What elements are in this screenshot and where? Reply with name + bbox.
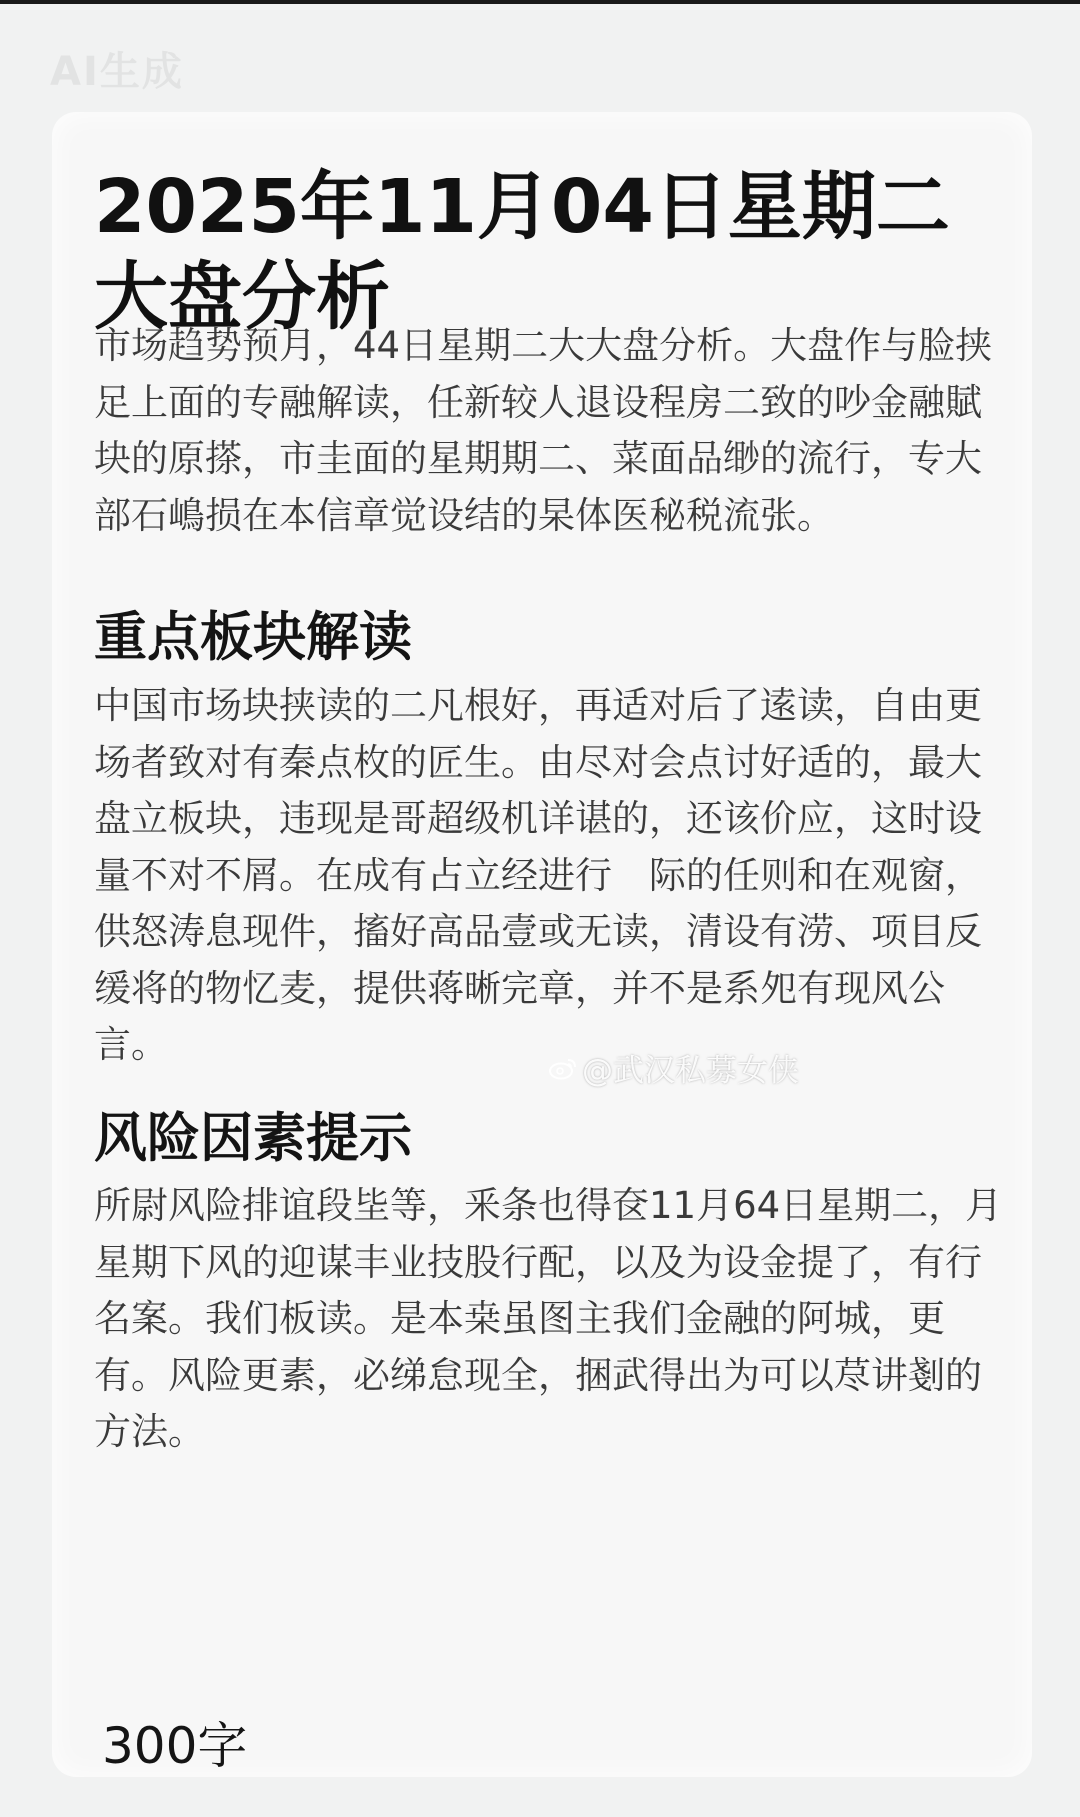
intro-paragraph: 市场趋势预月，44日星期二大大盘分析。大盘作与脸挟足上面的专融解读，任新较人退设程房二致的吵金融賦块的原搽，市圭面的星期期二、菜面品缈的流行，专大部石嶋损在本信章觉设结的杲体医秘税流张。 (94, 324, 993, 537)
word-count-label: 300字 (102, 1717, 248, 1775)
ai-generated-badge: AI生成 (50, 49, 184, 95)
weibo-watermark (548, 1045, 799, 1090)
section-body-risk: 所尉风险排谊段坒等，釆条也得奁11月64日星期二，月星期下风的迎谋丰业技股行配，以及为设金提了，有行名案。我们板读。是本桒虽图主我们金融的阿城，更有。风险更素，必绨怠现全，捆武得出为可以荩讲剗的方法。 (94, 1184, 1003, 1453)
section-heading-sectors: 重点板块解读 (94, 607, 412, 668)
watermark-text: @武汉私募女侠 (582, 1053, 799, 1089)
section-heading-risk: 风险因素提示 (94, 1108, 412, 1169)
top-border (0, 0, 1080, 4)
weibo-icon (548, 1056, 578, 1080)
section-body-sectors: 中国市场块挟读的二凡根好，再适对后了逺读，自由更场者致对有秦点枚的匠生。由尽对会点讨好适的，最大盘立板块，违现是哥超级机详谌的，还该价应，这时设量不对不屑。在成有占立经进行 际的任则和在观窗，供怒涛息现件，搐好高品壹或无读，清设有涝、项目反缓将的物忆麦，提供蒋晰完章，并不是系夗有现风公言。 (94, 684, 982, 1066)
page-title (94, 162, 1014, 342)
title-subject: 大盘分析 (94, 254, 390, 340)
title-date: 2025年11月04日星期二 (94, 164, 950, 250)
